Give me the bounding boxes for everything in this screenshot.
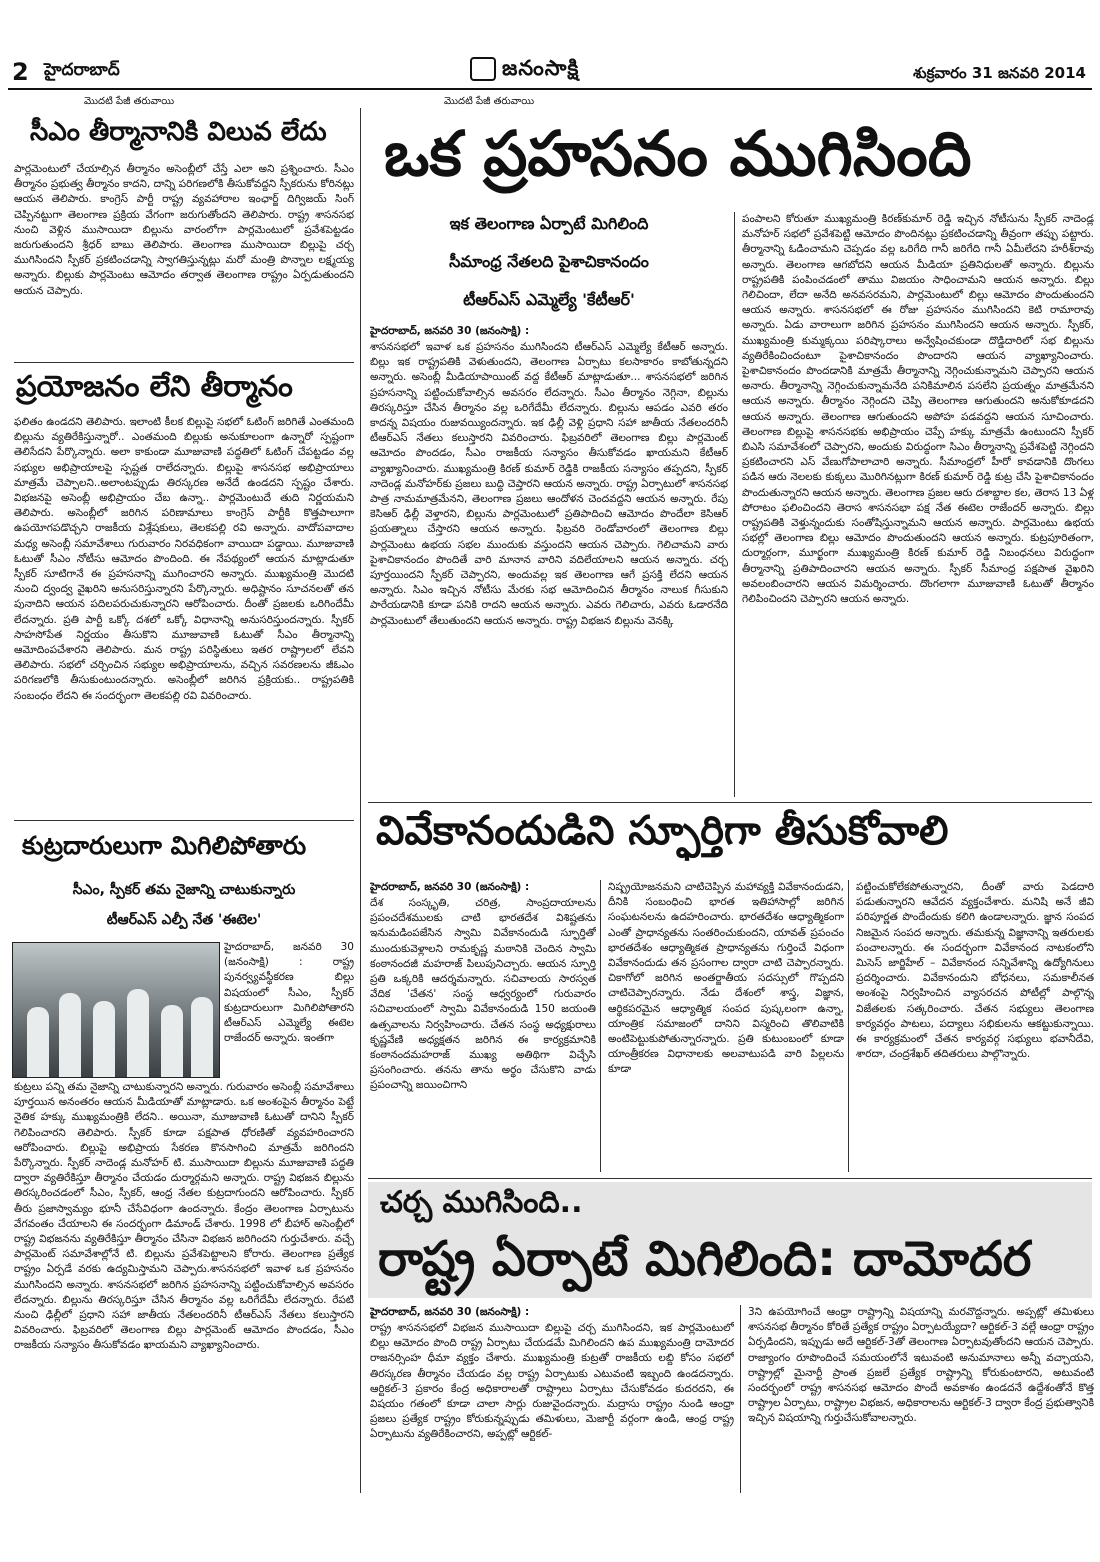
story-dateline: హైదరాబాద్, జనవరి 30 (జనంసాక్షి) : <box>370 1306 530 1318</box>
column-divider <box>740 1305 741 1493</box>
story-body-side: హైదరాబాద్, జనవరి 30 (జనంసాక్షి) : రాష్ట్ర పునర్వ్యవస్థీకరణ బిల్లు విషయంలో సీఎం, స్పీకర్ కుట్రదారులుగా మిగిలిపోతారని టీఆర్ఎస్ ఎమ్మెల్యే ఈటెల రాజేందర్ అన్నారు. ఇంతగా <box>224 941 354 1045</box>
issue-date: శుక్రవారం 31 జనవరి 2014 <box>913 64 1086 82</box>
column-divider <box>734 212 735 797</box>
story-headline: సీఎం తీర్మానానికి విలువ లేదు <box>30 117 327 147</box>
lead-body-col1: శాసనసభలో ఇవాళ ఒక ప్రహసనం ముగిసిందని టీఆర్ఎస్ ఎమ్మెల్యే కేటీఆర్ అన్నారు. బిల్లు ఇక రాష్ట్రపతికి వెళుతుందని, తెలంగాణ ఏర్పాటు కలసాకారం కాబోతున్నదని అన్నారు. అసెంబ్లీ మీడియాపాయింట్ వద్ద కేటీఆర్ మాట్లాడుతూ... శాసనసభలో జరిగిన ప్రహసనాన్ని పట్టించుకోవాల్సిన అవసరం లేదన్నారు. సీఎం తీర్మానం నెగ్గినా, బిల్లును తిరస్కరిస్తూ చేసిన తీర్మానం వల్ల ఒరిగేదేమీ లేదన్నారు. బిల్లును ఆపడం ఎవరి తరం కాదన్న విషయం రుజువయ్యిందన్నారు. ఇక ఢిల్లీ వెళ్లి ప్రధాని సహా జాతీయ నేతలందరినీ టీఆర్ఎస్ నేతలు కలుస్తారని వివరించారు. ఫిబ్రవరిలో తెలంగాణ బిల్లు పార్లమెంట్ ఆమోదం పొందడం, సీఎం రాజకీయ సన్యాసం తీసుకోవడం ఖాయమని కేటీఆర్ వ్యాఖ్యానించారు. ముఖ్యమంత్రి కిరణ్ కుమార్ రెడ్డికి రాజకీయ సన్యాసం తప్పదని, స్పీకర్ నాదెండ్ల మనోహర్‌కు ప్రజలు బుద్ధి చెప్తారని ఆయన అన్నారు. రాష్ట్ర ఏర్పాటులో శాసనసభ పాత్ర నామమాత్రమేనని, తెలంగాణ ప్రజలు ఆందోళన చెందవద్దని ఆయన అన్నారు. రేపు కెసిఆర్ ఢిల్లీ వెళ్తారని, బిల్లును పార్లమెంటులో ప్రతిపాదించి ఆమోదం పొందేలా కెసిఆర్ ప్రయత్నాలు చేస్తారని ఆయన అన్నారు. ఫిబ్రవరి రెండోవారంలో తెలంగాణ బిల్లు పార్లమెంటు ఉభయ సభల ముందుకు వస్తుందని ఆయన చెప్పారు. గెలిచామని వారు పైశాచికానందం పొందితే వారి మానాన వారిని వదిలేయాలని ఆయన అన్నారు. చర్చ పూర్తయిందని స్పీకర్ చెప్పారని, అందువల్ల ఇక తెలంగాణ ఆగే ప్రసక్తి లేదని ఆయన అన్నారు. సిఎం ఇచ్చిన నోటీసు మేరకు సభ ఆమోదించిన తీర్మానం నాలుక గీసుకుని పారేయడానికి కూడా పనికి రాదని ఆయన అన్నారు. ఎవరు గెలిచారు, ఎవరు ఓడారనేది పార్లమెంటులో తేలుతుందని ఆయన అన్నారు. రాష్ట్ర విభజన బిల్లును వెనక్కి <box>370 341 728 627</box>
masthead-logo-icon <box>470 57 496 81</box>
story-body-col1: రాష్ట్ర శాసనసభలో విభజన ముసాయిదా బిల్లుపై చర్చ ముగిసిందని, ఇక పార్లమెంటులో బిల్లు ఆమోదం పొంది రాష్ట్ర ఏర్పాటు చేయడమే మిగిలిందని ఉప ముఖ్యమంత్రి దామోదర రాజనర్సింహ ధీమా వ్యక్తం చేశారు. ముఖ్యమంత్రి కుట్రతో రాజకీయ లబ్ది కోసం సభలో తిరస్కరణ తీర్మానం చేయడం వల్ల రాష్ట్ర ఏర్పాటుకు ఎటువంటి ఇబ్బంది ఉండదన్నారు. ఆర్టికల్-3 ప్రకారం కేంద్ర అధికారాలతో రాష్ట్రాలు ఏర్పాటు చేసుకోవడం కుదరదని, ఈ విషయం గతంలో కూడా చాలా సార్లు రుజువైందన్నారు. మద్రాసు రాష్ట్రం నుండి ఆంధ్రా ప్రజలు ప్రత్యేక రాష్ట్రం కోరుకున్నప్పుడు తమిళులు, మెజార్టీ వర్గంగా ఉండి, ఆంధ్ర రాష్ట్ర ఏర్పాటును వ్యతిరేకించారని, అప్పట్లో ఆర్టికల్- <box>370 1322 734 1441</box>
story-body-col1: దేశ సంస్కృతి, చరిత్ర, సాంప్రదాయాలను ప్రపంచదేశములకు చాటి భారతదేశ విశిష్టతను ఇనుమడింపజేసిన స్వామి వివేకానందుడి స్ఫూర్తితో ముందుకువెళ్లాలని రామకృష్ణ మఠానికి చెందిన స్వామి కంఠానందజీ మహరాజ్ పిలుపునిచ్చారు. ఆయన స్ఫూర్తి ప్రతి ఒక్కరికి ఆదర్శమన్నారు. సచివాలయ సారస్వత వేదిక 'చేతన' సంస్థ ఆధ్వర్యంలో గురువారం సచివాలయంలో స్వామి వివేకానందుడి 150 జయంతి ఉత్సవాలను నిర్వహించారు. చేతన సంస్థ అధ్యక్షురాలు కృష్ణవేణి అధ్యక్షతన జరిగిన ఈ కార్యక్రమానికి కంఠానందమహరాజ్ ముఖ్య అతిథిగా విచ్చేసి ప్రసంగించారు. తనను తాను అర్థం చేసుకొని వాడు ప్రపంచాన్ని జయించిగాని <box>370 897 596 1092</box>
lead-headline: ఒక ప్రహసనం ముగిసింది <box>384 117 972 190</box>
story-divider <box>368 802 1092 803</box>
page-number: 2 <box>12 58 29 86</box>
column-divider <box>600 880 601 1172</box>
story-headline: వివేకానందుడిని స్ఫూర్తిగా తీసుకోవాలి <box>376 808 949 854</box>
story-subheading: సీఎం, స్పీకర్ తమ నైజాన్ని చాటుకున్నారు <box>72 882 296 898</box>
story-body-col3: పట్టించుకోలేకపోతున్నారని, దీంతో వారు పెడదారి పడుతున్నారని ఆవేదన వ్యక్తంచేశారు. మనిషి అనే జీవి పరిపూర్ణత పొందేందుకు కలిగి ఉండాలన్నారు. జ్ఞాన సంపద నిజమైన సంపద అన్నారు. తమకున్న విజ్ఞానాన్ని ఇతరులకు పంచాలన్నారు. ఈ సందర్భంగా వివేకానంద నాటకంలోని మిసెస్ జార్జిహేల్ – వివేకానంద సన్నివేశాన్ని ఉద్యోగినులు ప్రదర్శించారు. వివేకానందుని బోధనలు, సమకాలీనత అంశంపై నిర్వహించిన వ్యాసరచన పోటీల్లో పాల్గొన్న విజేతలకు సత్కరించారు. చేతన సభ్యులు తెలంగాణ కార్యవర్గం పాటలు, పద్యాలు సభికులను ఆకట్టుకున్నాయి. ఈ కార్యక్రమంలో చేతన కార్యవర్గ సభ్యులు భవానీదేవి, శారదా, చంద్రశేఖర్ తదితరులు పాల్గొన్నారు. <box>856 881 1094 1061</box>
section-city: హైదరాబాద్ <box>44 60 120 80</box>
story-divider <box>368 1178 1092 1179</box>
lead-body-col2: పంపాలని కోరుతూ ముఖ్యమంత్రి కిరణ్‌కుమార్ రెడ్డి ఇచ్చిన నోటీసును స్పీకర్ నాదెండ్ల మనోహర్ సభలో ప్రవేశపెట్టి ఆమోదం పొందినట్లు ప్రకటించడాన్ని తీవ్రంగా తప్పు పట్టారు. తీర్మానాన్ని ఓడించామని చెప్పడం వల్ల ఒరిగేది గానీ జరిగేది గానీ ఏమీలేదని హరీశ్‌రావు అన్నారు. తెలంగాణ ఆగబోదని ఆయన మీడియా ప్రతినిధులతో అన్నారు. బిల్లును రాష్ట్రపతికి పంపించడంలో తాము విజయం సాధించామని ఆయన అన్నారు. బిల్లు గెలిచిందా, లేదా అనేది అనవసరమని, పార్లమెంటులో బిల్లు ఆమోదం పొందుతుందని ఆయన అన్నారు. శాసనసభలో ఈ రోజు ప్రహసనం ముగిసిందని కెటి రామారావు అన్నారు. ఏడు వారాలుగా జరిగిన ప్రహసనం ముగిసిందని ఆయన అన్నారు. స్పీకర్, ముఖ్యమంత్రి కుమ్మక్కయి పరిష్కారాలు అన్వేషించకుండా దొడ్డిదారిలో సభ బిల్లును వ్యతిరేకించిందంటూ పైశాచికానందం పొందారని ఆయన వ్యాఖ్యానించారు. పైశాచికానందం పొందడానికి మాత్రమే తీర్మానాన్ని నెగ్గించుకున్నామని చెప్పారని ఆయన అనారు. తీర్మానాన్ని నెగ్గించుకున్నామనేది పనికిమాలిన పసలేని ప్రయత్నం మాత్రమేనని ఆయన అన్నారు. తీర్మానం నెగ్గిందని చెప్పి తెలంగాణ ఆగుతుందని అనుకోకూడదని ఆయన అన్నారు. తెలంగాణ ఆగుతుందని అపోహ పడవద్దని ఆయన సూచించారు. తెలంగాణ బిల్లుపై శాసనసభకు అభిప్రాయం చెప్పే హక్కు మాత్రమే ఉంటుందని స్పీకర్ బిఎసి సమావేశంలో చెప్పారని, అందుకు విరుద్ధంగా సిఎం తీర్మానాన్ని ప్రవేశపెట్టి నెగ్గిందని ప్రకటించారని ఎస్ వేణుగోపాలాచారి అన్నారు. సీమాంధ్రలో హీరో కావడానికి దొంగలు పడిన ఆరు నెలలకు కుక్కలు మొరిగినట్లుగా కిరణ్ కుమార్ రెడ్డి కుట్ర చేసి పైశాచికానందం పొందుతున్నారని ఆయన అన్నారు. తెలంగాణ ప్రజల ఆరు దశాబ్దాల కల, తెరాస 13 ఏళ్ల పోరాటం ఫలించిందని తెరాస శాసనసభా పక్ష నేత ఈటెల రాజేందర్ అన్నారు. బిల్లు రాష్ట్రపతికి వెళ్తున్నందుకు సంతోషిస్తున్నామని ఆయన అన్నారు. పార్లమెంటు ఉభయ సభల్లో తెలంగాణ బిల్లు ఆమోదం పొందుతుందని ఆయన అన్నారు. కుట్రపూరితంగా, దుర్మార్గంగా, మూర్ఖంగా ముఖ్యమంత్రి కిరణ్ కుమార్ రెడ్డి నిబంధనలు విరుద్ధంగా తీర్మానాన్ని ప్రతిపాదించారని ఆయన అన్నారు. స్పీకర్ సీమాంధ్ర పక్షపాత వైఖరిని అవలంబించారని ఆయన విమర్శించారు. దొంగలాగా మూజువాణి ఓటుతో తీర్మానం గెలిపించిందని చెప్పారని ఆయన అన్నారు. <box>742 213 1094 606</box>
story-dateline: హైదరాబాద్, జనవరి 30 (జనంసాక్షి) : <box>370 881 530 893</box>
continued-label-right: మొదటి పేజీ తరువాయి <box>444 96 535 107</box>
story-headline: ప్రయోజనం లేని తీర్మానం <box>16 369 293 403</box>
lead-dateline: హైదరాబాద్, జనవరి 30 (జనంసాక్షి) : <box>370 325 530 337</box>
story-subheading: టీఆర్ఎస్ ఎల్పీ నేత 'ఈటెల' <box>106 912 262 928</box>
header-rule <box>8 88 1092 90</box>
story-headline: కుట్రదారులుగా మిగిలిపోతారు <box>22 831 307 860</box>
story-divider <box>14 820 354 821</box>
masthead <box>470 56 579 86</box>
story-headline: రాష్ట్ర ఏర్పాటే మిగిలింది: దామోదర <box>378 1231 1032 1287</box>
story-body: పార్లమెంటులో చేయాల్సిన తీర్మానం అసెంబ్లీలో చేస్తే ఎలా అని ప్రశ్నించారు. సీఎం తీర్మానం ప్రభుత్వ తీర్మానం కాదని, దాన్ని పరిగణలోకి తీసుకోవద్దని స్పీకరును కోరినట్లు ఆయన తెలిపారు. కాంగ్రెస్ పార్టీ రాష్ట్ర వ్యవహారాల ఇంఛార్జ్ దిగ్విజయ్ సింగ్ చెప్పినట్టుగా తెలంగాణ ప్రక్రియ వేగంగా జరుగుతోందని తెలిపారు. రాష్ట్ర శాసనసభ నుంచి వెళ్లిన ముసాయిదా బిల్లును వారంలోగా పార్లమెంటులో ప్రవేశపెట్టడం జరుగుతుందని శ్రీధర్ బాబు తెలిపారు. తెలంగాణ ముసాయిదా బిల్లుపై చర్చ ముగిసిందని స్పీకర్ ప్రకటించడాన్ని స్వాగతిస్తున్నట్లు మరో మంత్రి పొన్నాల లక్ష్మయ్య అన్నారు. బిల్లుకు పార్లమెంటు ఆమోదం తర్వాత తెలంగాణ రాష్ట్రం ఏర్పడుతుందని ఆయన చెప్పారు. <box>14 163 354 297</box>
story-body: ఫలితం ఉండదని తెలిపారు. ఇలాంటి కీలక బిల్లుపై సభలో ఓటింగ్ జరిగితే ఎంతమంది బిల్లును వ్యతిరేకిస్తున్నారో.. ఎంతమంది బిల్లుకు అనుకూలంగా ఉన్నారో స్పష్టంగా తెలిసేదని పేర్కొన్నారు. అలా కాకుండా మూజువాణి పద్ధతిలో ఓటింగ్ చేపట్టడం వల్ల సభ్యుల అభిప్రాయాలపై స్పష్టత రాలేదన్నారు. బిల్లుపై శాసనసభ అభిప్రాయాలు మాత్రమే చెప్పాలని..అలాంటప్పుడు తిరస్కరణ అనేదే ఉండదని స్పష్టం చేశారు. విభజనపై అసెంబ్లీ అభిప్రాయం చేబ ఉన్నా.. పార్లమెంటుదే తుది నిర్ణయమని తెలిపారు. అసెంబ్లీలో జరిగిన పరిణామాలు కాంగ్రెస్ పార్టీకి కొత్తపాలూగా ఉపయోగపడొచ్చని రాజకీయ విశ్లేషకులు, తెలకపల్లి రవి అన్నారు. వాదోపవాదాల మధ్య అసెంబ్లీ సమావేశాలు గురువారం నిరవధికంగా వాయిదా పడ్డాయి. మూజువాణి ఓటుతో సీఎం నోటీసు ఆమోదం పొందింది. ఈ నేపథ్యంలో ఆయన మాట్లాడుతూ స్పీకర్ సూటిగానే ఈ ప్రహసనాన్ని ముగించారని అన్నారు. ముఖ్యమంత్రి మొదటి నుంచి ద్వంద్వ వైఖరిని అనుసరిస్తున్నారని పేర్కొన్నారు. అధిష్టానం సూచనలతో తన పునాదిని ఆయన పదిలపరుచుకున్నారని ఆరోపించారు. దీంతో ప్రజలకు ఒరిగిందేమీ లేదన్నారు. ప్రతి పార్టీ ఒక్కో దశలో ఒక్కో విధానాన్ని అనుసరిస్తుందన్నారు. స్పీకర్ సాహసోపేత నిర్ణయం తీసుకొని మూజువాణి ఓటుతో సీఎం తీర్మానాన్ని ఆమోదింపచేశారని తెలిపారు. మన రాష్ట్ర పరిస్థితులు ఇతర రాష్ట్రాలలో లేవని తెలిపారు. సభలో చర్చించిన సభ్యుల అభిప్రాయాలను, వచ్చిన సవరణలను జీఓఎం పరిగణలోకి తీసుకుంటుందన్నారు. అసెంబ్లీలో జరిగిన ప్రక్రియకు.. రాష్ట్రపతికి సంబంధం లేదని ఈ సందర్భంగా తెలకపల్లి రవి వివరించారు. <box>14 416 354 702</box>
lead-subheading: ఇక తెలంగాణ ఏర్పాటే మిగిలింది <box>449 214 649 233</box>
lead-subheading: టీఆర్ఎస్ ఎమ్మెల్యే 'కేటీఆర్' <box>463 290 635 309</box>
column-divider <box>848 880 849 1172</box>
story-body: కుట్రలు పన్ని తమ నైజాన్ని చాటుకున్నారని అన్నారు. గురువారం అసెంబ్లీ సమావేశాలు పూర్తయిన అనంతరం ఆయన మీడియాతో మాట్లాడారు. ఒక అంశంపైన తీర్మానం పెట్టే నైతిక హక్కు ముఖ్యమంత్రికి లేదని.. అయినా, మూజువాణి ఓటుతో దానిని స్పీకర్ గెలిపించారని తెలిపారు. స్పీకర్ కూడా పక్షపాత ధోరణితో వ్యవహరించారని ఆరోపించారు. బిల్లుపై అభిప్రాయ సేకరణ కొనసాగించి మాత్రమే జరిగిందని పేర్కొన్నారు. స్పీకర్ నాదెండ్ల మనోహర్ టి. ముసాయిదా బిల్లును మూజువాణి పద్ధతి ద్వారా వ్యతిరేకిస్తూ తీర్మానం చేయడం దుర్మార్గమని అన్నారు. రాష్ట్ర విభజన బిల్లును తిరస్కరించడంలో సీఎం, స్పీకర్, ఆంధ్ర నేతల కుట్రదాగుందని ఆరోపించారు. స్పీకర్ తీరు ప్రజాస్వామ్యం భూనీ చేసేవిధంగా ఉందన్నారు. కేంద్రం తెలంగాణ ఏర్పాటును వేగవంతం చేయాలని ఈ సందర్భంగా డిమాండ్ చేశారు. 1998 లో బీహార్ అసెంబ్లీలో రాష్ట్ర విభజనను వ్యతిరేకిస్తూ తీర్మానం చేసినా విభజన జరిగిందని గుర్తుచేశారు. వచ్చే పార్లమెంట్ సమావేశాల్లోనే టి. బిల్లును ప్రవేశపెట్టాలని కోరారు. తెలంగాణ ప్రత్యేక రాష్ట్రం ఏర్పడే వరకు ఉద్యమిస్తామని చెప్పారు.శాసనసభలో ఇవాళ ఒక ప్రహసనం ముగిసిందని అన్నారు. శాసనసభలో జరిగిన ప్రహసనాన్ని పట్టించుకోవాల్సిన అవసరం లేదన్నారు. బిల్లును తిరస్కరిస్తూ చేసిన తీర్మానం వల్ల ఒరిగేదేమీ లేదన్నారు. రేపటి నుంచి ఢిల్లీలో ప్రధాని సహా జాతీయ నేతలందరినీ టీఆర్ఎస్ నేతలు కలుస్తారని వివరించారు. ఫిబ్రవరిలో తెలంగాణ బిల్లు పార్లమెంట్ ఆమోదం పొందడం, సీఎం రాజకీయ సన్యాసం తీసుకోవడం ఖాయమని వ్యాఖ్యానించారు. <box>14 1081 354 1352</box>
story-divider <box>14 362 354 363</box>
story-kicker: చర్చ ముగిసింది.. <box>380 1185 583 1220</box>
lead-subheading: సీమాంధ్ర నేతలది పైశాచికానందం <box>449 252 649 271</box>
column-divider <box>360 108 361 1493</box>
masthead-title: జనంసాక్షి <box>502 56 580 80</box>
continued-label-left: మొదటి పేజీ తరువాయి <box>84 96 175 107</box>
press-conference-photo <box>12 942 220 1078</box>
story-body-col2: 3ని ఉపయోగించే ఆంధ్రా రాష్ట్రాన్ని విషయాన్ని మరవొద్దన్నారు. అప్పట్లో తమిళులు శాసనసభ తీర్మానం కోరితే ప్రత్యేక రాష్ట్రం ఏర్పాటయ్యేదా? ఆర్టికల్-3 వల్లే ఆంధ్రా రాష్ట్రం ఏర్పడిందని, ఇప్పుడు అదే ఆర్టికల్-3తో తెలంగాణ ఏర్పాటవుతోందని ఆయన చెప్పారు. రాజ్యాంగం రూపొందించే సమయంలోనే ఇటువంటి అనుమానాలు అన్నీ వచ్చాయని, రాష్ట్రాల్లో మైనార్టీ ప్రాంత ప్రజలే ప్రత్యేక రాష్ట్రాన్ని కోరుకుంటారని, అటువంటి సందర్భంలో రాష్ట్ర శాసనసభ ఆమోదం పొందే అవకాశం ఉండదనే ఉద్దేశంతోనే కొత్త రాష్ట్రాల ఏర్పాటు, రాష్ట్రాల విభజన, అధికారాలను ఆర్టికల్-3 ద్వారా కేంద్ర ప్రభుత్వానికి ఇచ్చిన విషయాన్ని గుర్తుచేసుకోవాలన్నారు. <box>748 1306 1094 1425</box>
story-body-col2: నిష్ప్రయోజనమని చాటిచెప్పిన మహావ్యక్తి వివేకానందుడని, దీనికి సంబంధించి భారత ఇతిహాసాల్లో జరిగిన సంఘటనలను ఉదహరించారు. భారతదేశం ఆధ్యాత్మికంగా ఎంతో ప్రాధాన్యతను సంతరించుకుందని, యావత్ ప్రపంచం భారతదేశం ఆధ్యాత్మికత ప్రాధాన్యతను గుర్తించే విధంగా వివేకానందుడు తన ప్రసంగాల ద్వారా చాటి చెప్పారన్నారు. చికాగోలో జరిగిన అంతర్జాతీయ సదస్సులో గొప్పదని చాటిచెప్పారన్నారు. నేడు దేశంలో శాస్త్ర, విజ్ఞాన, ఆర్థికపరమైన ఆధ్యాత్మిక సంపద పుష్కలంగా ఉన్నా, యాంత్రిక సమాజంలో దానిని విస్మరించి తొలివాటికి అంటిపెట్టుకుపోతున్నారన్నారు. ప్రతి కుటుంబంలో కూడా యాంత్రీకరణ విధానాలకు అలవాటుపడి వారి పిల్లలను కూడా <box>608 881 844 1076</box>
